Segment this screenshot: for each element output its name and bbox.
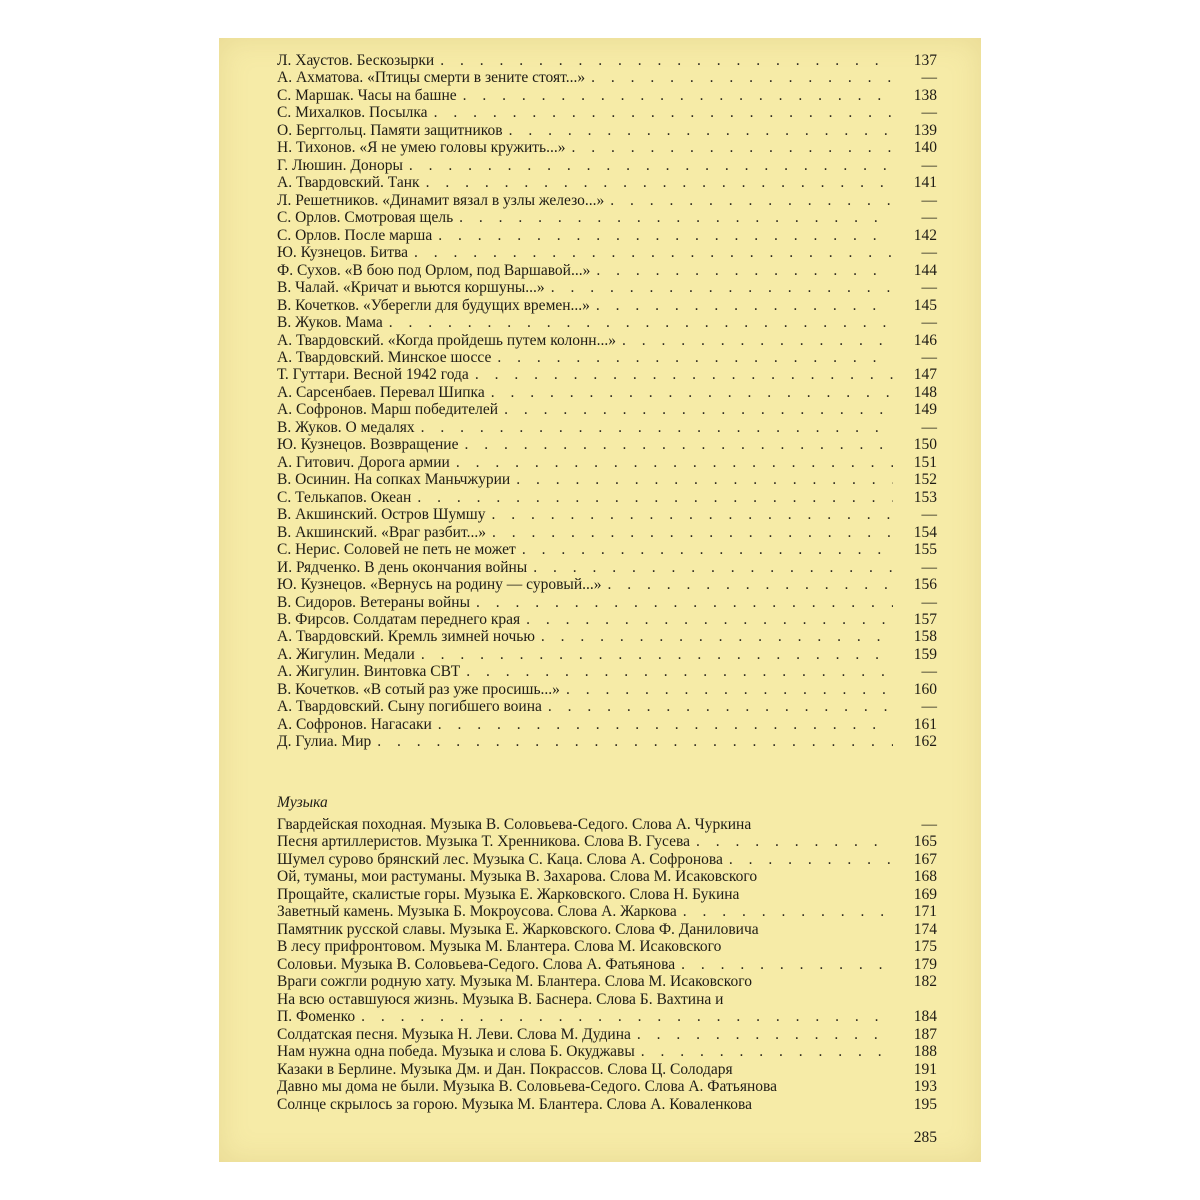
entry-page-number: 146: [913, 331, 937, 349]
dot-leader: [438, 716, 893, 733]
entry-title: Ф. Сухов. «В бою под Орлом, под Варшавой...»: [277, 261, 591, 279]
toc-entry: [277, 1026, 937, 1043]
dot-leader: [729, 851, 893, 868]
entry-title: Н. Тихонов. «Я не умею головы кружить...»: [277, 139, 566, 157]
entry-title: В. Акшинский. «Враг разбит...»: [277, 523, 486, 541]
dot-leader: [622, 332, 893, 349]
entry-title: О. Берггольц. Памяти защитников: [277, 121, 503, 139]
entry-page-number: 159: [913, 645, 937, 663]
entry-page-number: 158: [913, 628, 937, 646]
entry-title: С. Орлов. Смотровая щель: [277, 209, 454, 227]
dot-leader: [596, 297, 893, 314]
toc-entry: [277, 297, 937, 314]
dot-leader: [492, 524, 893, 541]
entry-page-number: —: [921, 348, 937, 366]
entry-page-number: 150: [913, 436, 937, 454]
toc-entry: [277, 139, 937, 156]
dot-leader: [421, 419, 893, 436]
dot-leader: [421, 646, 893, 663]
dot-leader: [610, 192, 893, 209]
toc-entry: [277, 489, 937, 506]
entry-title: А. Ахматова. «Птицы смерти в зените стоят...»: [277, 69, 586, 87]
toc-entry: [277, 366, 937, 383]
entry-title: Ю. Кузнецов. Возвращение: [277, 436, 459, 454]
toc-entry: [277, 279, 937, 296]
toc-entry: [277, 681, 937, 698]
entry-title: В. Жуков. Мама: [277, 314, 383, 332]
toc-entry: [277, 716, 937, 733]
entry-page-number: 138: [913, 86, 937, 104]
toc-entry: [277, 1078, 937, 1095]
toc-entry: [277, 576, 937, 593]
toc-entry: [277, 698, 937, 715]
entry-page-number: 179: [913, 955, 937, 973]
dot-leader: [426, 174, 893, 191]
entry-title: Л. Хаустов. Бескозырки: [277, 52, 435, 69]
dot-leader: [596, 262, 893, 279]
toc-entry: [277, 868, 937, 885]
toc-entry: [277, 384, 937, 401]
toc-entry: [277, 973, 937, 990]
toc-entry: [277, 227, 937, 244]
entry-title: В. Осинин. На сопках Маньчжурии: [277, 471, 511, 489]
entry-title: Прощайте, скалистые горы. Музыка Е. Жарковского. Слова Н. Букина: [277, 885, 740, 903]
entry-title: А. Твардовский. Танк: [277, 174, 420, 192]
toc-entry: [277, 833, 937, 850]
dot-leader: [522, 541, 893, 558]
entry-title: В. Акшинский. Остров Шумшу: [277, 506, 486, 524]
dot-leader: [440, 52, 893, 69]
toc-entry: [277, 524, 937, 541]
entry-title: В. Чалай. «Кричат и вьются коршуны...»: [277, 279, 545, 297]
entry-page-number: 187: [913, 1025, 937, 1043]
entry-title: А. Софронов. Марш победителей: [277, 401, 499, 419]
dot-leader: [683, 903, 893, 920]
toc-entry: [277, 454, 937, 471]
entry-page-number: 184: [913, 1008, 937, 1026]
entry-page-number: 191: [913, 1060, 937, 1078]
dot-leader: [572, 139, 894, 156]
entry-page-number: 171: [913, 903, 937, 921]
toc-entry: [277, 1096, 937, 1113]
entry-page-number: 144: [913, 261, 937, 279]
entry-page-number: 160: [913, 680, 937, 698]
toc-entry: [277, 1043, 937, 1060]
toc-entry: [277, 262, 937, 279]
dot-leader: [497, 349, 893, 366]
toc-entry: [277, 851, 937, 868]
toc-entry: [277, 956, 937, 973]
dot-leader: [541, 628, 893, 645]
toc-entry: [277, 157, 937, 174]
entry-page-number: 148: [913, 383, 937, 401]
entry-page-number: 195: [913, 1095, 937, 1113]
entry-page-number: 149: [913, 401, 937, 419]
dot-leader: [456, 454, 893, 471]
dot-leader: [466, 663, 893, 680]
entry-title: Г. Люшин. Доноры: [277, 156, 403, 174]
entry-title: Л. Решетников. «Динамит вязал в узлы железо...»: [277, 191, 605, 209]
entry-page-number: 155: [913, 541, 937, 559]
entry-title: Соловьи. Музыка В. Соловьева-Седого. Слова А. Фатьянова: [277, 955, 676, 973]
entry-page-number: 193: [913, 1078, 937, 1096]
toc-entry: [277, 209, 937, 226]
entry-title: А. Жигулин. Медали: [277, 645, 415, 663]
toc-entry: [277, 87, 937, 104]
entry-page-number: —: [921, 209, 937, 227]
entry-page-number: 151: [913, 453, 937, 471]
entry-page-number: 137: [913, 52, 937, 69]
entry-page-number: 188: [913, 1043, 937, 1061]
toc-entry: [277, 903, 937, 920]
toc-entry: [277, 244, 937, 261]
dot-leader: [491, 384, 893, 401]
toc-entry: [277, 401, 937, 418]
entry-title: Давно мы дома не были. Музыка В. Соловьева-Седого. Слова А. Фатьянова: [277, 1078, 778, 1096]
dot-leader: [389, 314, 893, 331]
entry-title: С. Михалков. Посылка: [277, 104, 428, 122]
toc-entry: [277, 314, 937, 331]
entry-title: В лесу прифронтовом. Музыка М. Блантера. Слова М. Исаковского: [277, 938, 722, 956]
toc-entry: [277, 69, 937, 86]
dot-leader: [417, 489, 893, 506]
dot-leader: [476, 594, 893, 611]
dot-leader: [438, 227, 893, 244]
dot-leader: [533, 559, 893, 576]
toc-entry: [277, 436, 937, 453]
toc-entry: [277, 332, 937, 349]
toc-entry: [277, 1008, 937, 1025]
entry-title: А. Твардовский. Минское шоссе: [277, 348, 492, 366]
toc-entry: [277, 419, 937, 436]
entry-title: И. Рядченко. В день окончания войны: [277, 558, 528, 576]
entry-page-number: —: [921, 816, 937, 833]
entry-title: Ой, туманы, мои растуманы. Музыка В. Захарова. Слова М. Исаковского: [277, 868, 758, 886]
entry-page-number: —: [921, 506, 937, 524]
entry-page-number: 168: [913, 868, 937, 886]
entry-page-number: 141: [913, 174, 937, 192]
toc-entry: [277, 506, 937, 523]
entry-title: А. Твардовский. Сыну погибшего воина: [277, 698, 542, 716]
entry-page-number: 169: [913, 885, 937, 903]
entry-page-number: 140: [913, 139, 937, 157]
entry-page-number: —: [921, 69, 937, 87]
entry-title: Гвардейская походная. Музыка В. Соловьева-Седого. Слова А. Чуркина: [277, 816, 752, 833]
toc-entry: [277, 349, 937, 366]
toc-entry: [277, 541, 937, 558]
entry-title: П. Фоменко: [277, 1008, 356, 1026]
toc-entry: [277, 991, 937, 1008]
toc-entry: [277, 594, 937, 611]
entry-page-number: —: [921, 314, 937, 332]
entry-title: В. Жуков. О медалях: [277, 418, 415, 436]
entry-page-number: —: [921, 191, 937, 209]
entry-page-number: —: [921, 244, 937, 262]
entry-title: А. Твардовский. Кремль зимней ночью: [277, 628, 535, 646]
toc-entry: [277, 559, 937, 576]
entry-page-number: —: [921, 104, 937, 122]
dot-leader: [516, 471, 893, 488]
dot-leader: [504, 401, 893, 418]
toc-entry: [277, 1061, 937, 1078]
entry-page-number: —: [921, 698, 937, 716]
entry-page-number: 145: [913, 296, 937, 314]
toc-entry: [277, 938, 937, 955]
entry-title: Солдатская песня. Музыка Н. Леви. Слова М. Дудина: [277, 1025, 631, 1043]
entry-title: Д. Гулиа. Мир: [277, 733, 372, 751]
dot-leader: [608, 576, 893, 593]
dot-leader: [637, 1026, 893, 1043]
entry-title: А. Твардовский. «Когда пройдешь путем колонн...»: [277, 331, 616, 349]
entry-title: В. Кочетков. «Уберегли для будущих времен...»: [277, 296, 590, 314]
entry-page-number: —: [921, 156, 937, 174]
dot-leader: [548, 698, 893, 715]
toc-entry: [277, 886, 937, 903]
dot-leader: [492, 506, 894, 523]
dot-leader: [526, 611, 893, 628]
toc-entry: [277, 611, 937, 628]
entry-page-number: 174: [913, 920, 937, 938]
entry-title: В. Кочетков. «В сотый раз уже просишь...»: [277, 680, 560, 698]
music-contents-list: [277, 816, 937, 1113]
entry-title: В. Сидоров. Ветераны войны: [277, 593, 470, 611]
entry-page-number: 162: [913, 733, 937, 751]
entry-title: Казаки в Берлине. Музыка Дм. и Дан. Покрассов. Слова Ц. Солодаря: [277, 1060, 733, 1078]
entry-page-number: —: [921, 663, 937, 681]
entry-page-number: 147: [913, 366, 937, 384]
dot-leader: [409, 157, 893, 174]
section-heading-music: Музыка: [277, 794, 328, 811]
toc-entry: [277, 628, 937, 645]
entry-title: С. Орлов. После марша: [277, 226, 433, 244]
entry-title: Т. Гуттари. Весной 1942 года: [277, 366, 469, 384]
entry-title: Песня артиллеристов. Музыка Т. Хренникова. Слова В. Гусева: [277, 833, 690, 851]
toc-entry: [277, 816, 937, 833]
entry-page-number: —: [921, 593, 937, 611]
toc-entry: [277, 733, 937, 750]
dot-leader: [641, 1043, 893, 1060]
dot-leader: [361, 1008, 893, 1025]
entry-title: Солнце скрылось за горою. Музыка М. Блантера. Слова А. Коваленкова: [277, 1095, 753, 1113]
entry-page-number: 165: [913, 833, 937, 851]
entry-title: С. Нерис. Соловей не петь не может: [277, 541, 516, 559]
entry-page-number: —: [921, 279, 937, 297]
toc-entry: [277, 104, 937, 121]
dot-leader: [414, 244, 893, 261]
toc-entry: [277, 174, 937, 191]
entry-title: Ю. Кузнецов. «Вернусь на родину — суровый...»: [277, 576, 602, 594]
entry-page-number: 152: [913, 471, 937, 489]
dot-leader: [377, 733, 893, 750]
entry-page-number: 161: [913, 715, 937, 733]
entry-title: А. Софронов. Нагасаки: [277, 715, 432, 733]
toc-entry: [277, 646, 937, 663]
toc-entry: [277, 192, 937, 209]
dot-leader: [681, 956, 893, 973]
entry-title: Заветный камень. Музыка Б. Мокроусова. Слова А. Жаркова: [277, 903, 677, 921]
entry-title: Враги сожгли родную хату. Музыка М. Блантера. Слова М. Исаковского: [277, 973, 752, 991]
entry-title: А. Сарсенбаев. Перевал Шипка: [277, 383, 485, 401]
entry-page-number: 156: [913, 576, 937, 594]
toc-entry: [277, 921, 937, 938]
entry-page-number: 167: [913, 850, 937, 868]
entry-page-number: —: [921, 558, 937, 576]
entry-title: Шумел сурово брянский лес. Музыка С. Каца. Слова А. Софронова: [277, 850, 723, 868]
entry-title: Памятник русской славы. Музыка Е. Жарковского. Слова Ф. Даниловича: [277, 920, 759, 938]
entry-title: С. Телькапов. Океан: [277, 488, 412, 506]
entry-title: Нам нужна одна победа. Музыка и слова Б. Окуджавы: [277, 1043, 635, 1061]
toc-entry: [277, 663, 937, 680]
entry-page-number: 182: [913, 973, 937, 991]
toc-entry: [277, 52, 937, 69]
dot-leader: [551, 279, 893, 296]
dot-leader: [463, 87, 893, 104]
dot-leader: [475, 366, 893, 383]
dot-leader: [696, 833, 893, 850]
entry-title: А. Гитович. Дорога армии: [277, 453, 450, 471]
dot-leader: [459, 209, 893, 226]
dot-leader: [434, 104, 893, 121]
entry-page-number: 154: [913, 523, 937, 541]
entry-page-number: 157: [913, 611, 937, 628]
entry-title: С. Маршак. Часы на башне: [277, 86, 457, 104]
entry-page-number: 142: [913, 226, 937, 244]
toc-entry: [277, 471, 937, 488]
entry-page-number: 139: [913, 121, 937, 139]
dot-leader: [464, 436, 893, 453]
poems-contents-list: [277, 52, 937, 751]
toc-entry: [277, 122, 937, 139]
entry-title: На всю оставшуюся жизнь. Музыка В. Баснера. Слова Б. Вахтина и: [277, 990, 724, 1008]
entry-title: В. Фирсов. Солдатам переднего края: [277, 611, 521, 628]
entry-page-number: 153: [913, 488, 937, 506]
entry-title: А. Жигулин. Винтовка СВТ: [277, 663, 461, 681]
dot-leader: [591, 69, 893, 86]
entry-page-number: 175: [913, 938, 937, 956]
dot-leader: [566, 681, 893, 698]
entry-title: Ю. Кузнецов. Битва: [277, 244, 408, 262]
page-number: 285: [913, 1129, 937, 1146]
entry-page-number: —: [921, 418, 937, 436]
dot-leader: [509, 122, 893, 139]
